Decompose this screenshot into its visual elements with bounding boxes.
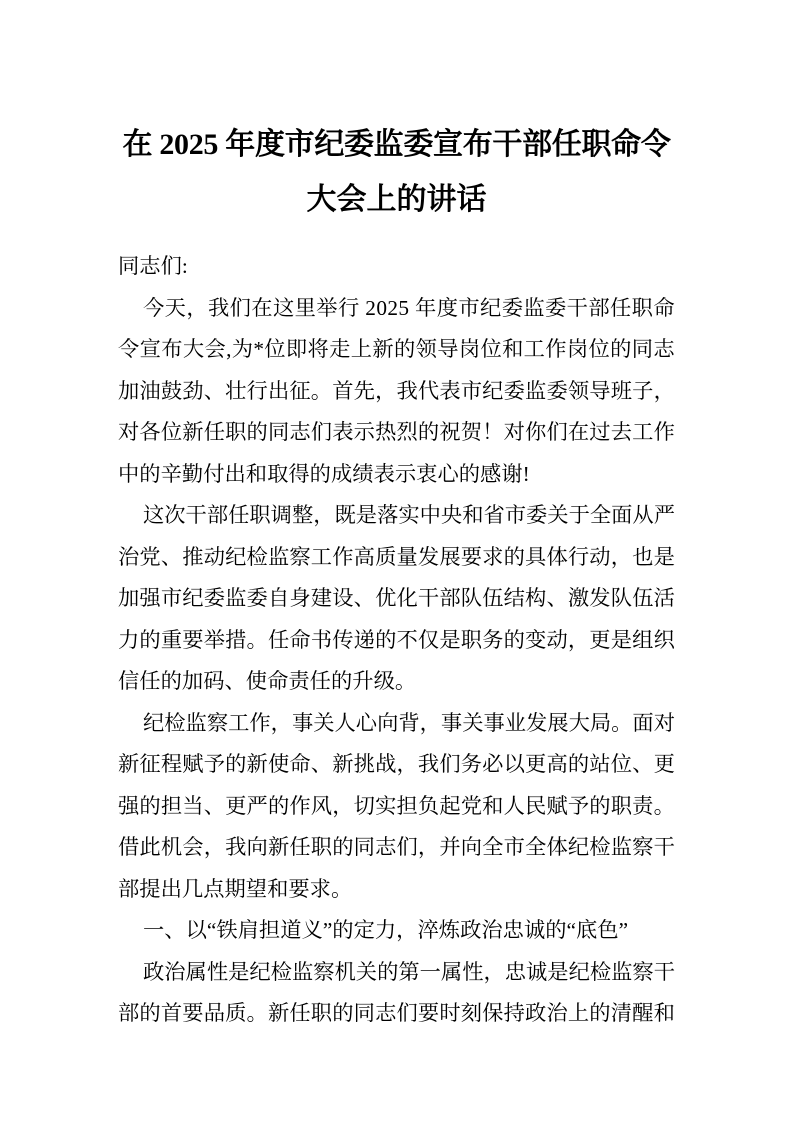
body-text-line-text: 新征程赋予的新使命、新挑战，我们务必以更高的站位、更 bbox=[118, 752, 675, 776]
body-text-line bbox=[118, 744, 675, 786]
body-text-line-text: 同志们: bbox=[118, 254, 188, 278]
title-line-text: 大会上的讲话 bbox=[306, 183, 487, 216]
body-text-line bbox=[118, 620, 675, 662]
body-text-line-text: 加油鼓劲、壮行出征。首先，我代表市纪委监委领导班子， bbox=[118, 378, 675, 403]
body-text-line-text: 今天，我们在这里举行 2025 年度市纪委监委干部任职命 bbox=[143, 295, 675, 320]
body-text-line-text: 加强市纪委监委自身建设、优化干部队伍结构、激发队伍活 bbox=[118, 586, 675, 610]
document-body bbox=[118, 246, 675, 1035]
body-text-line-text: 强的担当、更严的作风，切实担负起党和人民赋予的职责。 bbox=[118, 793, 675, 818]
title-line bbox=[118, 117, 675, 172]
body-text-line bbox=[118, 371, 675, 413]
title-line bbox=[118, 172, 675, 227]
body-text-line bbox=[118, 454, 675, 496]
body-text-line bbox=[118, 578, 675, 620]
body-text-line bbox=[118, 246, 675, 288]
body-text-line bbox=[118, 703, 675, 745]
body-text-line bbox=[118, 910, 675, 952]
body-text-line bbox=[118, 537, 675, 579]
body-text-line-text: 对各位新任职的同志们表示热烈的祝贺！对你们在过去工作 bbox=[118, 420, 675, 444]
body-text-line-text: 政治属性是纪检监察机关的第一属性，忠诚是纪检监察干 bbox=[143, 959, 675, 984]
title-line-text: 在 2025 年度市纪委监委宣布干部任职命令 bbox=[122, 128, 671, 161]
body-text-line bbox=[118, 827, 675, 869]
body-text-line-text: 部的首要品质。新任职的同志们要时刻保持政治上的清醒和 bbox=[118, 1001, 675, 1025]
body-text-line bbox=[118, 869, 675, 911]
body-text-line-text: 治党、推动纪检监察工作高质量发展要求的具体行动，也是 bbox=[118, 544, 675, 569]
body-text-line bbox=[118, 329, 675, 371]
body-text-line bbox=[118, 412, 675, 454]
body-text-line-text: 纪检监察工作，事关人心向背，事关事业发展大局。面对 bbox=[143, 710, 675, 735]
body-text-line bbox=[118, 952, 675, 994]
body-text-line-text: 力的重要举措。任命书传递的不仅是职务的变动，更是组织 bbox=[118, 627, 675, 652]
body-text-line bbox=[118, 661, 675, 703]
body-text-line-text: 这次干部任职调整，既是落实中央和省市委关于全面从严 bbox=[143, 503, 675, 527]
body-text-line-text: 令宣布大会,为*位即将走上新的领导岗位和工作岗位的同志 bbox=[118, 337, 675, 361]
body-text-line bbox=[118, 495, 675, 537]
body-text-line bbox=[118, 288, 675, 330]
body-text-line-text: 一、以“铁肩担道义”的定力，淬炼政治忠诚的“底色” bbox=[143, 918, 629, 942]
body-text-line-text: 借此机会，我向新任职的同志们，并向全市全体纪检监察干 bbox=[118, 835, 675, 859]
body-text-line-text: 信任的加码、使命责任的升级。 bbox=[118, 669, 417, 693]
page-title bbox=[118, 117, 675, 227]
body-text-line-text: 部提出几点期望和要求。 bbox=[118, 876, 353, 901]
body-text-line bbox=[118, 993, 675, 1035]
body-text-line-text: 中的辛勤付出和取得的成绩表示衷心的感谢! bbox=[118, 461, 530, 486]
body-text-line bbox=[118, 786, 675, 828]
